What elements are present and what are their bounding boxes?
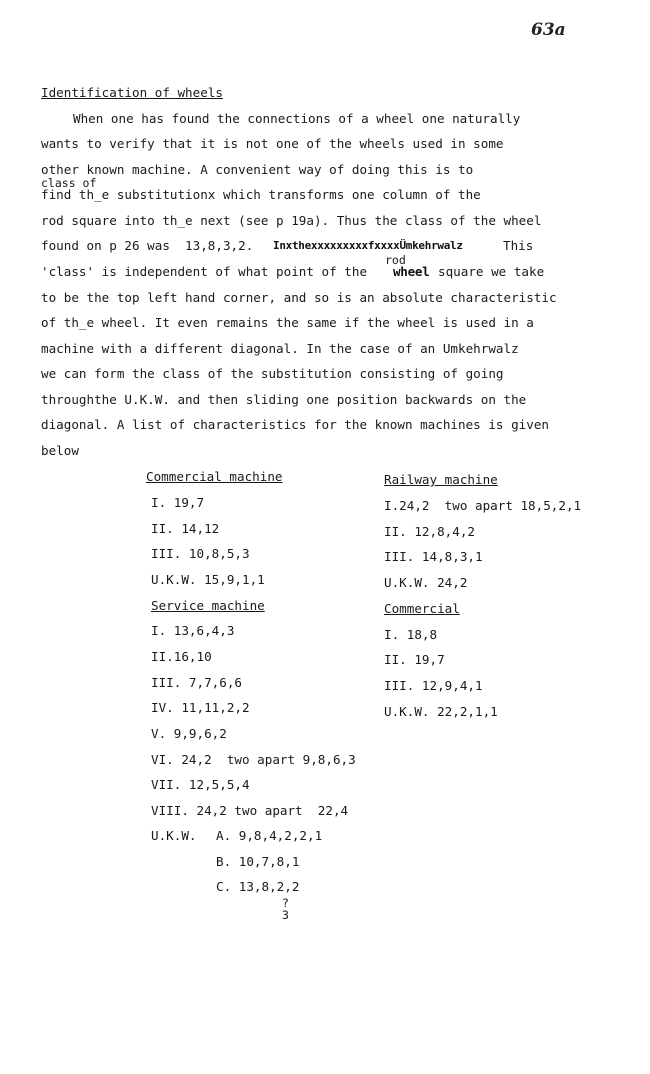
list-item: I. 13,6,4,3 bbox=[151, 623, 235, 638]
body-line-3: other known machine. A convenient way of doing this is to bbox=[41, 162, 474, 177]
list-item: II.16,10 bbox=[151, 649, 212, 664]
list-item: U.K.W. 15,9,1,1 bbox=[151, 572, 265, 587]
body-line-1: When one has found the connections of a wheel one naturally bbox=[73, 111, 521, 126]
commercial-title: Commercial bbox=[384, 601, 460, 616]
insertion-class-of: class of bbox=[41, 176, 97, 190]
body-line-8: to be the top left hand corner, and so is an absolute characteristic bbox=[41, 290, 557, 305]
body-line-11: we can form the class of the substitution consisting of going bbox=[41, 366, 504, 381]
body-line-4: find th_e substitutionx which transforms one column of the bbox=[41, 187, 481, 202]
note-three: 3 bbox=[282, 908, 289, 922]
list-item: I. 18,8 bbox=[384, 627, 438, 642]
struck-out-text: InxthexxxxxxxxxfxxxxÜmkehrwalz bbox=[273, 239, 463, 252]
struck-word: wheel bbox=[393, 264, 430, 279]
body-line-9: of th_e wheel. It even remains the same if the wheel is used in a bbox=[41, 315, 534, 330]
list-item: B. 10,7,8,1 bbox=[216, 854, 300, 869]
list-item: I. 19,7 bbox=[151, 495, 205, 510]
railway-machine-title: Railway machine bbox=[384, 472, 498, 487]
list-item: I.24,2 two apart 18,5,2,1 bbox=[384, 498, 582, 513]
list-item: U.K.W. 22,2,1,1 bbox=[384, 704, 498, 719]
body-line-7: 'class' is independent of what point of the bbox=[41, 264, 368, 279]
list-item: U.K.W. 24,2 bbox=[384, 575, 468, 590]
service-machine-title: Service machine bbox=[151, 598, 265, 613]
list-item: III. 7,7,6,6 bbox=[151, 675, 242, 690]
ukw-label: U.K.W. bbox=[151, 828, 197, 843]
body-line-10: machine with a different diagonal. In the case of an Umkehrwalz bbox=[41, 341, 519, 356]
page-number: 63a bbox=[531, 20, 566, 40]
body-line-7-end: square we take bbox=[438, 264, 545, 279]
list-item: C. 13,8,2,2 bbox=[216, 879, 300, 894]
body-line-13: diagonal. A list of characteristics for the known machines is given bbox=[41, 417, 549, 432]
body-line-6: found on p 26 was 13,8,3,2. bbox=[41, 238, 254, 253]
list-item: II. 14,12 bbox=[151, 521, 220, 536]
body-line-6-end: This bbox=[503, 238, 534, 253]
list-item: III. 12,9,4,1 bbox=[384, 678, 483, 693]
section-heading: Identification of wheels bbox=[41, 85, 223, 100]
list-item: A. 9,8,4,2,2,1 bbox=[216, 828, 323, 843]
list-item: VIII. 24,2 two apart 22,4 bbox=[151, 803, 349, 818]
question-mark: ? bbox=[282, 896, 289, 910]
list-item: III. 14,8,3,1 bbox=[384, 549, 483, 564]
body-line-12: throughthe U.K.W. and then sliding one position backwards on the bbox=[41, 392, 527, 407]
list-item: IV. 11,11,2,2 bbox=[151, 700, 250, 715]
list-item: VII. 12,5,5,4 bbox=[151, 777, 250, 792]
list-item: VI. 24,2 two apart 9,8,6,3 bbox=[151, 752, 356, 767]
body-line-2: wants to verify that it is not one of the wheels used in some bbox=[41, 136, 504, 151]
body-line-14: below bbox=[41, 443, 79, 458]
list-item: V. 9,9,6,2 bbox=[151, 726, 227, 741]
body-line-5: rod square into th_e next (see p 19a). Thus the class of the wheel bbox=[41, 213, 542, 228]
list-item: II. 19,7 bbox=[384, 652, 445, 667]
list-item: II. 12,8,4,2 bbox=[384, 524, 475, 539]
list-item: III. 10,8,5,3 bbox=[151, 546, 250, 561]
insertion-rod: rod bbox=[385, 253, 406, 267]
left-column-title: Commercial machine bbox=[146, 469, 283, 484]
